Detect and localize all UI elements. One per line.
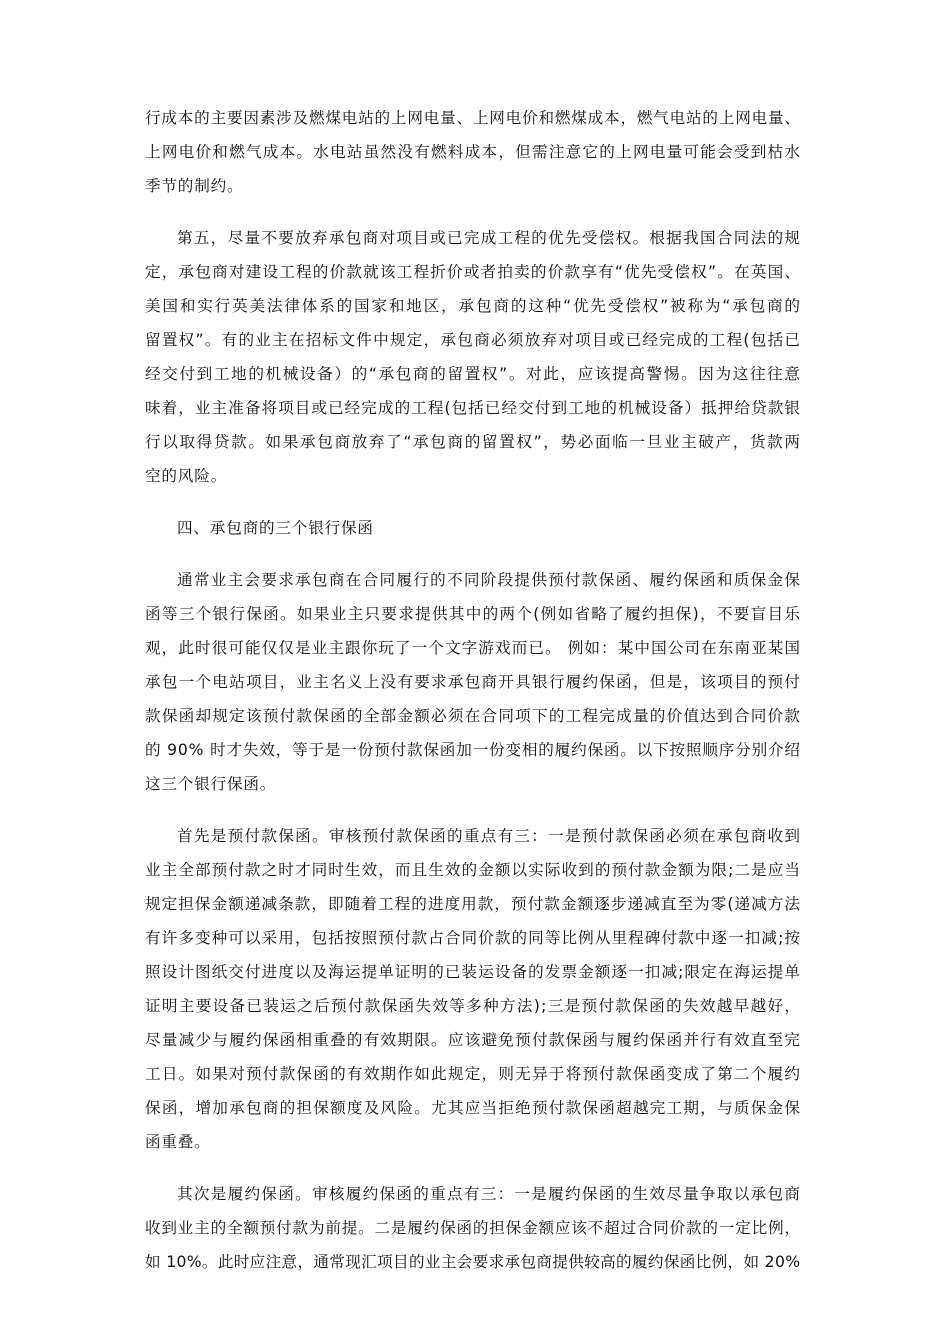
text-line: 味着，业主准备将项目或已经完成的工程(包括已经交付到工地的机械设备）抵押给贷款银 <box>145 399 802 417</box>
text-line: 定，承包商对建设工程的价款就该工程折价或者拍卖的价款享有“优先受偿权”。在英国、 <box>145 263 802 281</box>
text-line: 有许多变种可以采用，包括按照预付款占合同价款的同等比例从里程碑付款中逐一扣减;按 <box>145 929 802 947</box>
text-line: 如 10%。此时应注意，通常现汇项目的业主会要求承包商提供较高的履约保函比例，如 20% <box>145 1253 801 1271</box>
text-line: 的 90% 时才失效，等于是一份预付款保函加一份变相的履约保函。以下按照顺序分别介绍 <box>145 741 801 759</box>
text-line: 空的风险。 <box>145 467 227 485</box>
text-line: 留置权”。有的业主在招标文件中规定，承包商必须放弃对项目或已经完成的工程(包括已 <box>145 331 802 349</box>
text-line: 行以取得贷款。如果承包商放弃了“承包商的留置权”，势必面临一旦业主破产，货款两 <box>145 433 802 451</box>
text-line: 款保函却规定该预付款保函的全部金额必须在合同项下的工程完成量的价值达到合同价款 <box>145 707 802 725</box>
text-line: 经交付到工地的机械设备）的“承包商的留置权”。对此，应该提高警惕。因为这往往意 <box>145 365 802 383</box>
text-line: 承包一个电站项目，业主名义上没有要求承包商开具银行履约保函，但是，该项目的预付 <box>145 673 802 691</box>
text-line: 业主全部预付款之时才同时生效，而且生效的金额以实际收到的预付款金额为限;二是应当 <box>145 861 802 879</box>
text-line: 季节的制约。 <box>145 177 244 195</box>
text-line: 其次是履约保函。审核履约保函的重点有三：一是履约保函的生效尽量争取以承包商 <box>177 1185 802 1203</box>
text-line: 证明主要设备已装运之后预付款保函失效等多种方法);三是预付款保函的失效越早越好， <box>145 997 802 1015</box>
text-line: 规定担保金额递减条款，即随着工程的进度用款，预付款金额逐步递减直至为零(递减方法 <box>145 895 802 913</box>
text-line: 行成本的主要因素涉及燃煤电站的上网电量、上网电价和燃煤成本，燃气电站的上网电量、 <box>145 109 801 127</box>
text-line: 美国和实行英美法律体系的国家和地区，承包商的这种“优先受偿权”被称为“承包商的 <box>145 297 802 315</box>
text-line: 观，此时很可能仅仅是业主跟你玩了一个文字游戏而已。 例如：某中国公司在东南亚某国 <box>145 639 802 657</box>
text-line: 保函，增加承包商的担保额度及风险。尤其应当拒绝预付款保函超越完工期，与质保金保 <box>145 1099 802 1117</box>
text-line: 收到业主的全额预付款为前提。二是履约保函的担保金额应该不超过合同价款的一定比例， <box>145 1219 801 1237</box>
text-line: 照设计图纸交付进度以及海运提单证明的已装运设备的发票金额逐一扣减;限定在海运提单 <box>145 963 802 981</box>
text-line: 函重叠。 <box>145 1133 211 1151</box>
text-line: 函等三个银行保函。如果业主只要求提供其中的两个(例如省略了履约担保)，不要盲目乐 <box>145 605 802 623</box>
text-line: 通常业主会要求承包商在合同履行的不同阶段提供预付款保函、履约保函和质保金保 <box>177 571 802 589</box>
text-line: 第五，尽量不要放弃承包商对项目或已完成工程的优先受偿权。根据我国合同法的规 <box>177 229 802 247</box>
text-line: 这三个银行保函。 <box>145 775 277 793</box>
text-line: 四、承包商的三个银行保函 <box>177 519 374 537</box>
text-line: 尽量减少与履约保函相重叠的有效期限。应该避免预付款保函与履约保函并行有效直至完 <box>145 1031 802 1049</box>
text-line: 上网电价和燃气成本。水电站虽然没有燃料成本，但需注意它的上网电量可能会受到枯水 <box>145 143 802 161</box>
text-line: 工日。如果对预付款保函的有效期作如此规定，则无异于将预付款保函变成了第二个履约 <box>145 1065 802 1083</box>
text-line: 首先是预付款保函。审核预付款保函的重点有三：一是预付款保函必须在承包商收到 <box>177 827 802 845</box>
